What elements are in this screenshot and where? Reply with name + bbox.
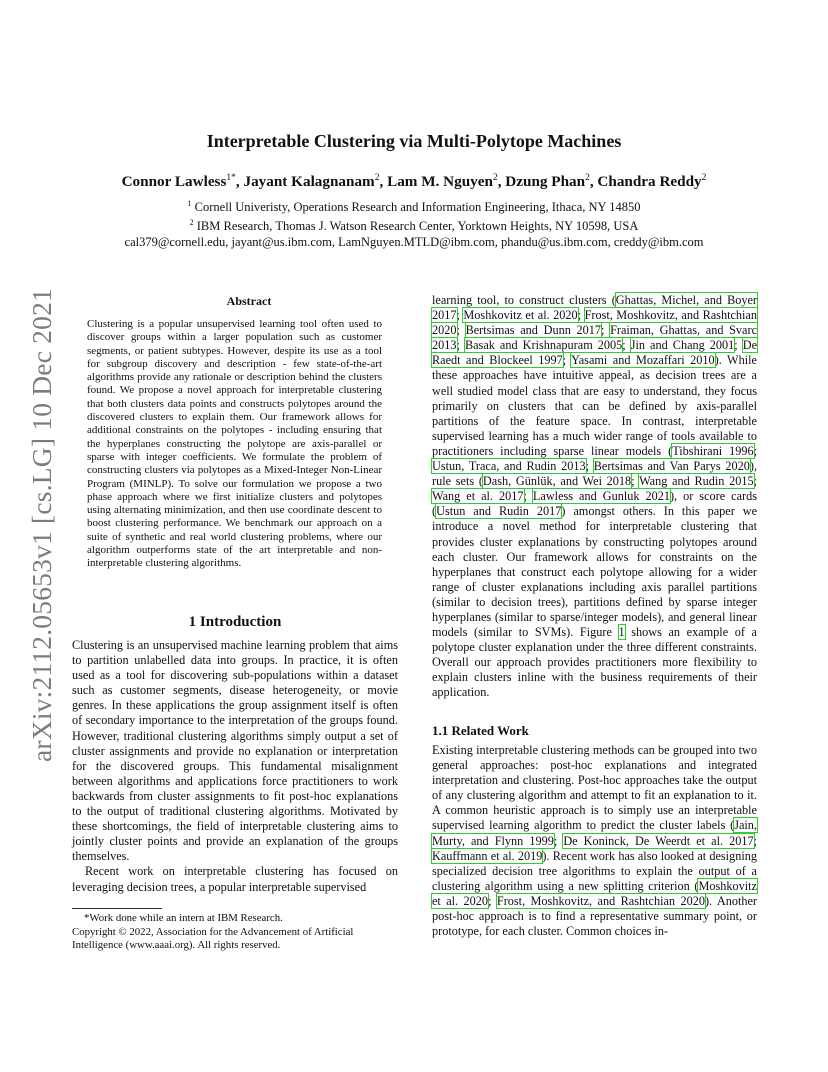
section-heading-related-work: 1.1 Related Work [432,723,529,738]
citation-link[interactable]: Bertsimas and Dunn 2017 [465,323,601,338]
author-mark: 1* [226,173,236,183]
related-work-body [432,743,757,939]
arxiv-side-stamp [22,290,62,760]
abstract-heading: Abstract [226,294,272,308]
author-mark: 2 [701,173,707,183]
affiliation-mark: 2 [189,218,194,228]
author-emails: cal379@cornell.edu, jayant@us.ibm.com, LamNguyen.MTLD@ibm.com, phandu@us.ibm.com, creddy@ibm.com [124,235,704,250]
text-run: Existing interpretable clustering methods can be grouped into two general approaches: post-hoc explanations and integrated interpretation and clustering. Post-hoc approaches take the output of any clustering algorithm and attempt to fit an explanation to it. A common heuristic approach is to simply use an interpretable supervised learning algorithm to predict the cluster labels ( [432,743,757,833]
paragraph: Existing interpretable clustering methods can be grouped into two general approaches: post-hoc explanations and integrated interpretation and clustering. Post-hoc approaches take the output of any clustering algorithm and attempt to fit an explanation to it. A common heuristic approach is to simply use an interpretable supervised learning algorithm to predict the cluster labels (Jain, Murty, and Flynn 1999; De Koninck, De Weerdt et al. 2017; Kauffmann et al. 2019). Recent work has also looked at designing specialized decision tree algorithms to explain the output of a clustering algorithm using a new splitting criterion (Moshkovitz et al. 2020; Frost, Moshkovitz, and Rashtchian 2020). Another post-hoc approach is to find a representative summary point, or prototype, for each cluster. Common choices in- [432,743,758,939]
affiliation-line [0,196,828,215]
citation-link[interactable]: Ghattas, Michel, and Boyer 2017 [432,293,758,323]
citation-link[interactable]: Jin and Chang 2001 [630,338,735,353]
text-run: learning tool, to construct clusters ( [432,293,616,307]
section-heading-introduction: 1 Introduction [188,614,282,630]
citation-link[interactable]: Frost, Moshkovitz, and Rashtchian 2020 [432,308,757,338]
citation-link[interactable]: Wang et al. 2017 [432,489,524,504]
author-name: Lam M. Nguyen [387,173,493,191]
introduction-continued [432,293,757,701]
citation-link[interactable]: Ustun and Rudin 2017 [436,504,562,519]
affiliation-text: Cornell Univeristy, Operations Research and Information Engineering, Ithaca, NY 14850 [194,200,641,215]
citation-link[interactable]: Fraiman, Ghattas, and Svarc 2013 [432,323,758,353]
affiliation-mark: 1 [187,199,192,208]
citation-link[interactable]: Bertsimas and Van Parys 2020 [593,459,750,474]
citation-link[interactable]: Jain, Murty, and Flynn 1999 [432,818,757,848]
text-run: ). Recent work has also looked at designing specialized decision tree algorithms to explain the output of a clustering algorithm using a new splitting criterion ( [432,848,757,893]
citation-link[interactable]: De Koninck, De Weerdt et al. 2017 [563,833,754,848]
text-run: ). While these approaches have intuitive appeal, as decision trees are a well studied model class that are easy to understand, they focus primarily on clusters that can be defined by axis-parallel partitions of the feature space. In contrast, interpretable supervised learning has a much wider range of tools available to practitioners including sparse linear models ( [432,353,757,458]
citation-link[interactable]: Kauffmann et al. 2019 [432,848,543,863]
citation-link[interactable]: De Raedt and Blockeel 1997 [432,338,758,368]
affiliation-line [0,215,828,234]
text-run: ), or score cards ( [432,489,757,519]
citation-link[interactable]: Frost, Moshkovitz, and Rashtchian 2020 [496,893,705,908]
text-run: ) amongst others. In this paper we introduce a novel method for interpretable clustering that provides cluster explanations by constructing polytopes around each cluster. Our framework allows for constraints on the hyperplanes that construct each polytope allowing for a wider range of cluster explanations including axis parallel partitions (similar to decision trees), partitions defined by sparse integer hyperplanes (similar to sparse/integer models), and general linear models (similar to SVMs). Figure [432,504,758,640]
citation-link[interactable]: Ustun, Traca, and Rudin 2013 [432,459,586,474]
paragraph: Clustering is an unsupervised machine learning problem that aims to partition unlabelled data into groups. In practice, it is often used as a tool for discovering sub-populations within a dataset such as customer segments, disease heterogeneity, or movie genres. In these applications the group assignment itself is often of secondary importance to the interpretation of the groups found. However, traditional clustering algorithms simply output a set of cluster assignments and provide no explanation or interpretation for the discovered groups. This fundamental misalignment between algorithms and applications force practitioners to work backwards from cluster assignments to fit post-hoc explanations to the output of traditional clustering algorithms. Motivated by these shortcomings, the field of interpretable clustering aims to jointly cluster points and provide an explanation of the groups themselves. [72,638,398,864]
author-mark: 2 [492,173,498,183]
affiliations [0,196,828,250]
citation-link[interactable]: Tibshirani 1996 [672,443,754,458]
figure-link[interactable]: 1 [618,625,625,640]
author-name: Chandra Reddy [597,173,702,191]
arxiv-identifier: arXiv:2112.05653v1 [cs.LG] 10 Dec 2021 [26,288,57,762]
copyright-notice: Copyright © 2022, Association for the Advancement of Artificial Intelligence (www.aaai.org). All rights reserved. [72,925,354,951]
author-list: Connor Lawless$^{1*}$, Jayant Kalagnanam$^2$, Lam M. Nguyen$^2$, Dzung Phan$^2$, Chandra Reddy$^2$ [121,173,707,191]
affiliation-text: IBM Research, Thomas J. Watson Research Center, Yorktown Heights, NY 10598, USA [196,219,639,234]
text-run: shows an example of a polytope cluster explanation under the three different constraints. Overall our approach provides practitioners more flexibility to explain clusters inline with the business requirements of their application. [432,625,757,700]
citation-link[interactable]: Basak and Krishnapuram 2005 [464,338,623,353]
footnote-rule [72,908,162,909]
footnote: *Work done while an intern at IBM Research. [84,912,283,924]
text-run: ), rule sets ( [432,459,758,489]
paragraph: learning tool, to construct clusters (Ghattas, Michel, and Boyer 2017; Moshkovitz et al. 2020; Frost, Moshkovitz, and Rashtchian 2020; Bertsimas and Dunn 2017; Fraiman, Ghattas, and Svarc 2013; Basak and Krishnapuram 2005; Jin and Chang 2001; De Raedt and Blockeel 1997; Yasami and Mozaffari 2010). While these approaches have intuitive appeal, as decision trees are a well studied model class that are easy to understand, they focus primarily on clusters that can be defined by axis-parallel partitions of the feature space. In contrast, interpretable supervised learning has a much wider range of tools available to practitioners including sparse linear models (Tibshirani 1996; Ustun, Traca, and Rudin 2013; Bertsimas and Van Parys 2020), rule sets (Dash, Günlük, and Wei 2018; Wang and Rudin 2015; Wang et al. 2017; Lawless and Gunluk 2021), or score cards (Ustun and Rudin 2017) amongst others. In this paper we introduce a novel method for interpretable clustering that provides cluster explanations by constructing polytopes around each cluster. Our framework allows for constraints on the hyperplanes that construct each polytope allowing for a wider range of cluster explanations including axis parallel partitions (similar to decision trees), partitions defined by sparse integer hyperplanes (similar to sparse/integer models), and general linear models (similar to SVMs). Figure 1 shows an example of a polytope cluster explanation under the three different constraints. Overall our approach provides practitioners more flexibility to explain clusters inline with the business requirements of their application. [432,293,758,700]
abstract-body: Clustering is a popular unsupervised learning tool often used to discover groups within a larger population such as customer segments, or patient subtypes. However, despite its use as a tool for subgroup discovery and description - few state-of-the-art algorithms provide any rationale or description behind the clusters found. We propose a novel approach for interpretable clustering that both clusters data points and constructs polytopes around the discovered clusters to explain them. Our framework allows for additional constraints on the polytopes - including ensuring that the hyperplanes constructing the polytope are axis-parallel or sparse with integer coefficients. We formulate the problem of constructing clusters via polytopes as a Mixed-Integer Non-Linear Program (MINLP). To solve our formulation we propose a two phase approach where we first initialize clusters and polytopes using alternating minimization, and then use coordinate descent to boost clustering performance. We benchmark our approach on a suite of synthetic and real world clustering problems, where our algorithm outperforms state of the art interpretable and non-interpretable clustering algorithms. [87,318,382,570]
introduction-body [72,638,398,895]
paper-title: Interpretable Clustering via Multi-Polytope Machines [206,131,622,151]
citation-link[interactable]: Dash, Günlük, and Wei 2018 [482,474,632,489]
citation-link[interactable]: Lawless and Gunluk 2021 [532,489,670,504]
citation-link[interactable]: Moshkovitz et al. 2020 [463,308,578,323]
citation-link[interactable]: Yasami and Mozaffari 2010 [571,353,715,368]
author-mark: 2 [585,173,590,183]
paragraph: Recent work on interpretable clustering has focused on leveraging decision trees, a popular interpretable supervised [72,864,398,894]
author-mark: 2 [374,173,380,183]
citation-link[interactable]: Wang and Rudin 2015 [639,474,754,489]
author-name: Dzung Phan [505,173,586,191]
citation-link[interactable]: Moshkovitz et al. 2020 [432,878,757,908]
author-name: Jayant Kalagnanam [243,173,375,191]
footnotes [72,912,398,953]
text-run: ). Another post-hoc approach is to find a representative summary point, or prototype, for each cluster. Common choices in- [432,893,757,939]
author-name: Connor Lawless [121,173,227,191]
